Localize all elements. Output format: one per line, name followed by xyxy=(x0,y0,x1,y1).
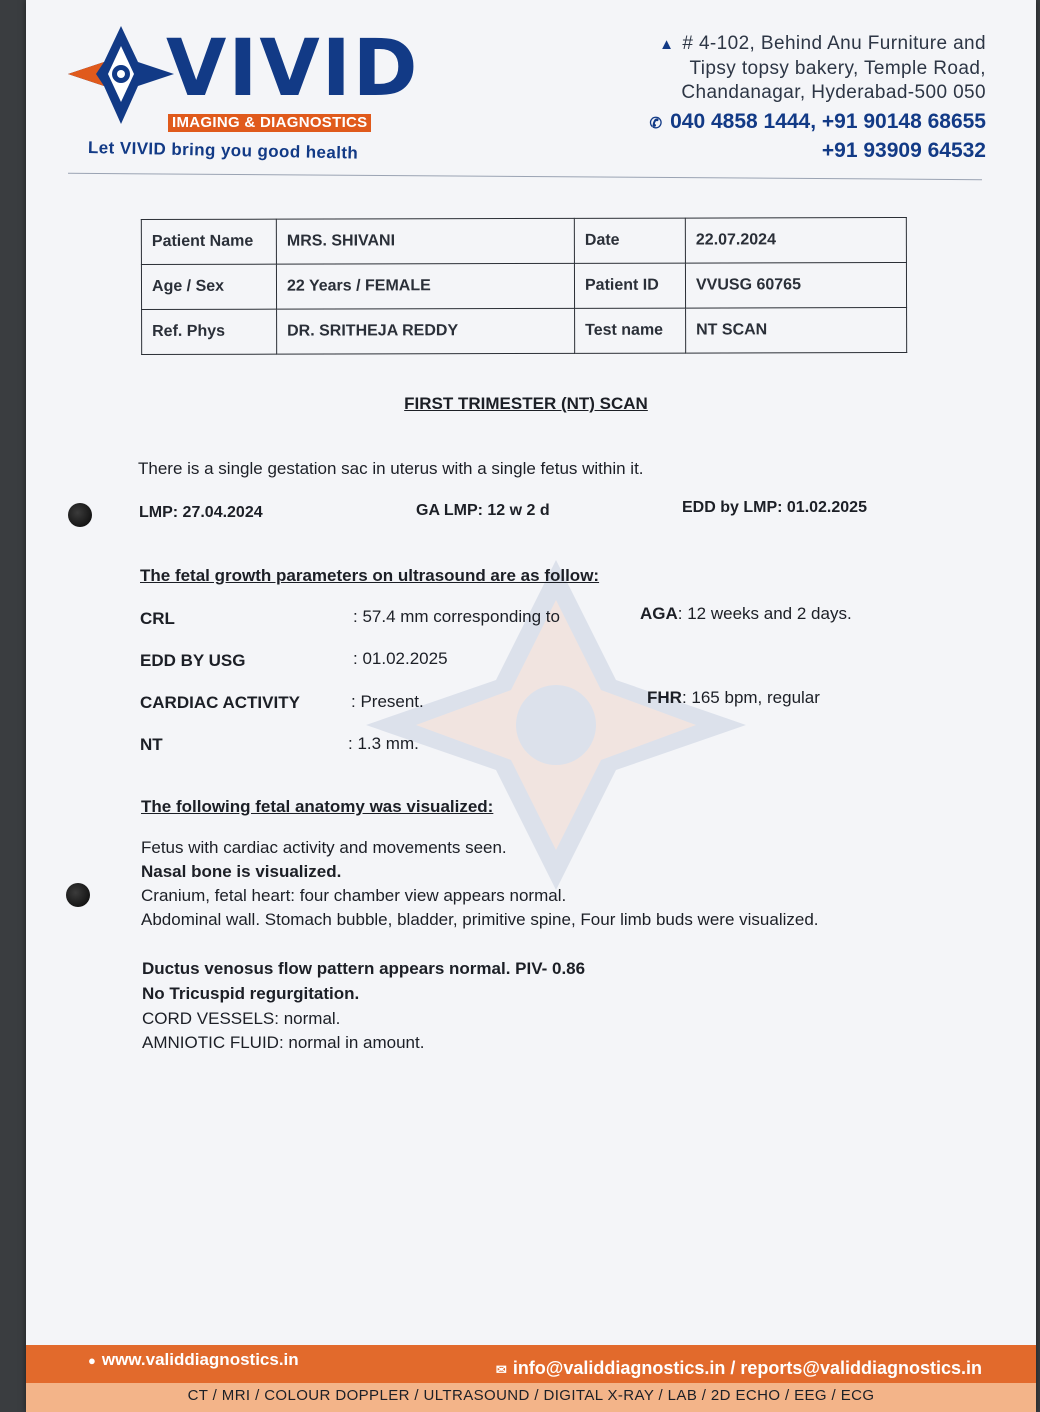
finding-line: AMNIOTIC FLUID: normal in amount. xyxy=(142,1033,425,1052)
edd-lmp-text: EDD by LMP: 01.02.2025 xyxy=(682,499,867,516)
footer-website[interactable] xyxy=(88,1350,299,1370)
table-row xyxy=(141,262,906,309)
report-page xyxy=(26,0,1036,1412)
address-line: # 4-102, Behind Anu Furniture and xyxy=(682,33,986,54)
brand-subtitle: IMAGING & DIAGNOSTICS xyxy=(168,114,371,132)
param-label: NT xyxy=(140,735,163,754)
param-extra-label: FHR xyxy=(647,688,682,707)
anatomy-line: Nasal bone is visualized. xyxy=(141,862,342,881)
param-extra-value: : 165 bpm, regular xyxy=(681,688,820,707)
table-value: NT SCAN xyxy=(686,307,907,353)
hole-punch xyxy=(68,503,92,527)
finding-line: CORD VESSELS: normal. xyxy=(142,1009,341,1028)
mail-icon: ✉ xyxy=(495,1362,507,1377)
patient-info-table xyxy=(141,217,907,355)
param-label: EDD BY USG xyxy=(140,651,246,670)
anatomy-line: Fetus with cardiac activity and movements seen. xyxy=(141,838,507,857)
ga-lmp-text: GA LMP: 12 w 2 d xyxy=(416,502,550,519)
table-value: VVUSG 60765 xyxy=(685,262,906,308)
table-label: Ref. Phys xyxy=(142,309,277,354)
globe-icon: ● xyxy=(88,1353,96,1368)
header-divider xyxy=(68,173,982,180)
table-label: Patient ID xyxy=(574,263,685,308)
report-title: FIRST TRIMESTER (NT) SCAN xyxy=(404,394,648,413)
table-value: 22.07.2024 xyxy=(685,217,906,263)
website-text: www.validdiagnostics.in xyxy=(101,1350,299,1369)
param-label: CARDIAC ACTIVITY xyxy=(140,693,300,712)
phone-line: +91 93909 64532 xyxy=(821,139,986,162)
table-value: 22 Years / FEMALE xyxy=(276,263,574,309)
table-label: Date xyxy=(574,218,685,263)
table-label: Patient Name xyxy=(141,219,276,264)
table-value: MRS. SHIVANI xyxy=(276,218,574,264)
hole-punch xyxy=(66,883,90,907)
table-value: DR. SRITHEJA REDDY xyxy=(277,308,575,354)
growth-heading: The fetal growth parameters on ultrasound are as follow: xyxy=(140,566,600,585)
footer-email[interactable] xyxy=(496,1358,982,1379)
param-value: : 57.4 mm corresponding to xyxy=(353,607,560,626)
brand-name: VIVID xyxy=(166,24,420,114)
email-text: info@validdiagnostics.in / reports@validdiagnostics.in xyxy=(512,1358,982,1378)
phone-block xyxy=(650,108,986,164)
table-row xyxy=(141,217,906,264)
param-label: CRL xyxy=(140,609,175,628)
table-label: Test name xyxy=(575,308,686,353)
finding-line: No Tricuspid regurgitation. xyxy=(142,984,360,1003)
footer-services: CT / MRI / COLOUR DOPPLER / ULTRASOUND / DIGITAL X-RAY / LAB / 2D ECHO / EEG / ECG xyxy=(187,1387,875,1404)
address-line: Tipsy topsy bakery, Temple Road, xyxy=(689,58,986,79)
param-value: : 01.02.2025 xyxy=(353,649,448,668)
param-value: : 1.3 mm. xyxy=(348,734,419,753)
param-extra-value: : 12 weeks and 2 days. xyxy=(677,604,852,623)
param-extra xyxy=(640,604,852,624)
phone-line: 040 4858 1444, +91 90148 68655 xyxy=(670,110,986,133)
tagline: Let VIVID bring you good health xyxy=(87,138,359,163)
vivid-logo-icon xyxy=(66,24,176,134)
anatomy-line: Abdominal wall. Stomach bubble, bladder, primitive spine, Four limb buds were visualized. xyxy=(141,910,819,929)
intro-text: There is a single gestation sac in uterus with a single fetus within it. xyxy=(138,459,644,478)
param-value: : Present. xyxy=(351,692,424,711)
anatomy-line: Cranium, fetal heart: four chamber view appears normal. xyxy=(141,886,567,905)
anatomy-heading: The following fetal anatomy was visualized: xyxy=(141,797,494,816)
address-block xyxy=(659,32,986,105)
address-line: Chandanagar, Hyderabad-500 050 xyxy=(681,82,986,103)
param-extra-label: AGA xyxy=(640,604,678,623)
finding-line: Ductus venosus flow pattern appears normal. PIV- 0.86 xyxy=(142,959,586,978)
table-row xyxy=(142,307,907,354)
param-extra xyxy=(647,688,820,708)
phone-icon: ✆ xyxy=(649,115,663,132)
home-icon: ▲ xyxy=(659,36,675,53)
table-label: Age / Sex xyxy=(141,264,276,309)
lmp-text: LMP: 27.04.2024 xyxy=(139,504,263,521)
